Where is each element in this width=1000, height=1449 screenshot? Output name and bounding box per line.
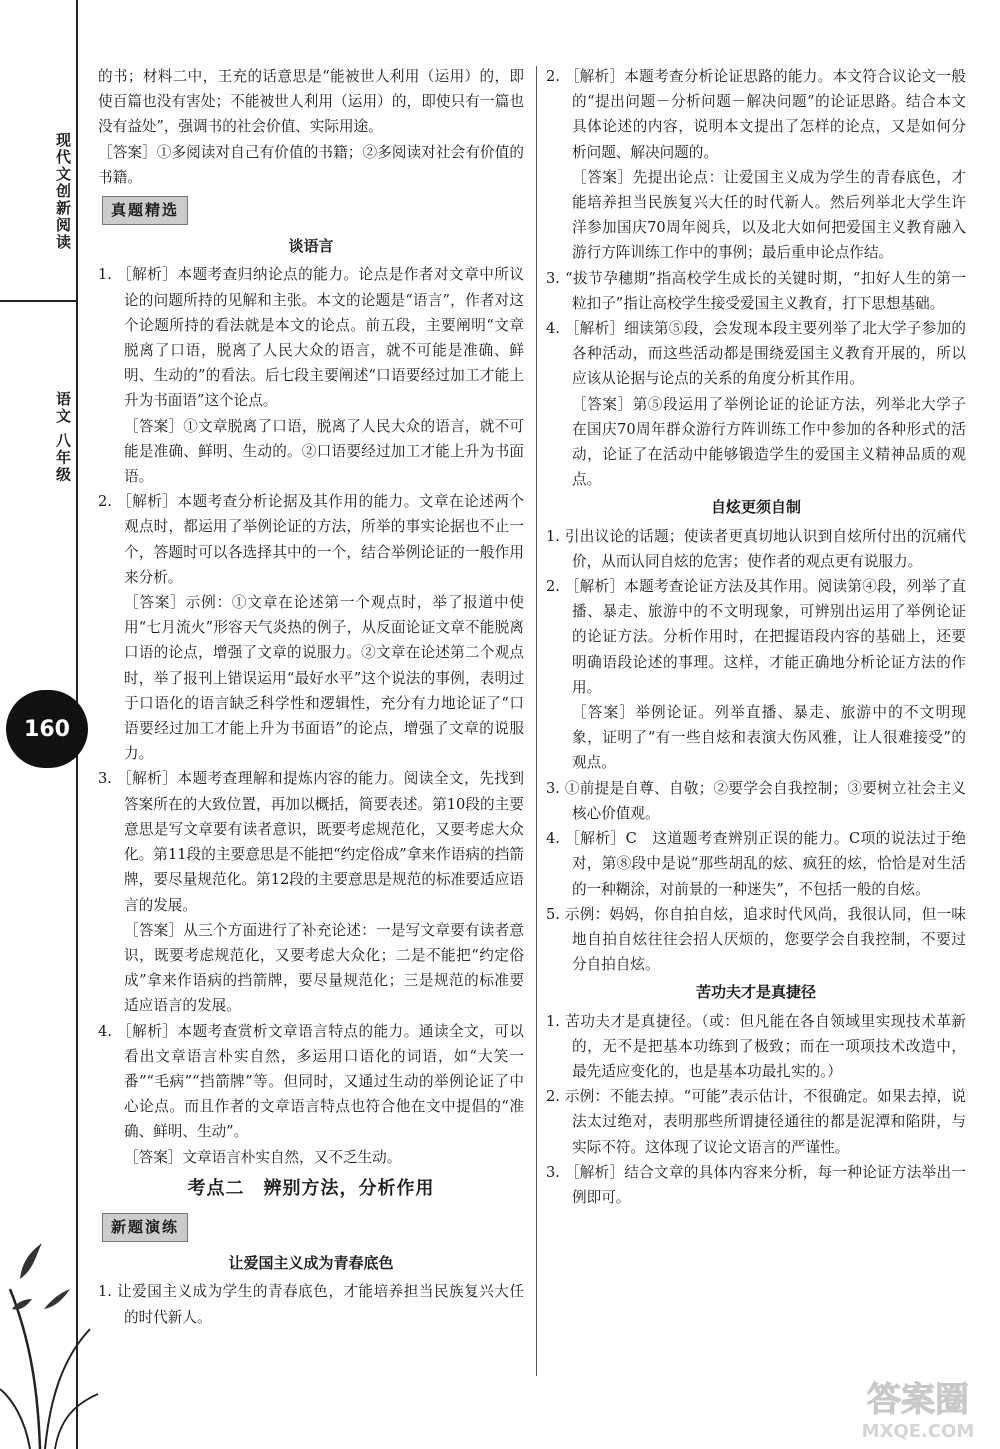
list-item: ［答案］示例：①文章在论述第一个观点时，举了报道中使用“七月流火”形容天气炎热的例子，从反面论证文章不能脱离口语的论点，增强了文章的说服力。②文章在论述第二个观点时，举了报刊上错误运用“最好水平”这个说法的事例，表明过于口语化的语言缺乏科学性和逻辑性，充分有力地论证了“口语要经过加工才能上升为书面语”的论点，增强了文章的说服力。 [124, 594, 524, 763]
list-item: 2. ［解析］本题考查论证方法及其作用。阅读第④段，列举了直播、暴走、旅游中的不文明现象，可辨别出运用了举例论证的论证方法。分析作用时，在把握语段内容的基础上，还要明确语段论述的事理。这样，才能正确地分析论证方法的作用。 [546, 578, 966, 696]
list-item: 2. 示例：不能去掉。“可能”表示估计，不很确定。如果去掉，说法太过绝对，表明那些所谓捷径通往的都是泥潭和陷阱，与实际不符。这体现了议论文语言的严谨性。 [546, 1088, 966, 1156]
series-title: 现代文创新阅读 [54, 131, 72, 251]
left-column [98, 64, 524, 1330]
watermark-logo [844, 1373, 992, 1443]
section-tag-zhenti: 真题精选 [102, 196, 188, 225]
list-item: 3. ［解析］结合文章的具体内容来分析，每一种论证方法举出一例即可。 [546, 1163, 966, 1206]
list-item: 2. ［解析］本题考查分析论证思路的能力。本文符合议论文一般的“提出问题－分析问题－解决问题”的论证思路。结合本文具体论述的内容，说明本文提出了怎样的论点，又是如何分析问题、解决问题的。 [546, 68, 966, 161]
intro-answer: ［答案］①多阅读对自己有价值的书籍；②多阅读对社会有价值的书籍。 [98, 143, 524, 186]
exam-point-heading: 考点二 辨别方法，分析作用 [187, 1177, 435, 1199]
list-item: 3. ［解析］本题考查理解和提炼内容的能力。阅读全文，先找到答案所在的大致位置，再加以概括，简要表述。第10段的主要意思是写文章要有读者意识，既要考虑规范化，又要考虑大众化。第11段的主要意思是不能把“约定俗成”拿来作语病的挡箭牌，要尽量规范化。第12段的主要意思是规范的标准要适应语言的发展。 [98, 770, 524, 914]
subject-label: 语文 八年级 [54, 390, 72, 484]
section-tag-xinti: 新题演练 [102, 1213, 188, 1242]
watermark-text: 答案圈 [867, 1380, 969, 1420]
list-item: 3. ①前提是自尊、自敬；②要学会自我控制；③要树立社会主义核心价值观。 [546, 779, 966, 822]
list-item: 1. 让爱国主义成为学生的青春底色，才能培养担当民族复兴大任的时代新人。 [98, 1283, 524, 1326]
article-title: 让爱国主义成为青春底色 [228, 1254, 394, 1273]
list-item: ［答案］①文章脱离了口语，脱离了人民大众的语言，就不可能是准确、鲜明、生动的。②口语要经过加工才能上升为书面语。 [124, 417, 524, 486]
list-item: ［答案］先提出论点：让爱国主义成为学生的青春底色，才能培养担当民族复兴大任的时代新人。然后列举北大学生许洋参加国庆70周年阅兵，以及北大如何把爱国主义教育融入游行方阵训练工作中的事例；最后重申论点作结。 [572, 168, 966, 262]
watermark-url: MXQE.COM [861, 1421, 975, 1442]
list-item: ［答案］举例论证。列举直播、暴走、旅游中的不文明现象，证明了“有一些自炫和表演大伤风雅，让人很难接受”的观点。 [572, 704, 966, 772]
article-title: 苦功夫才是真捷径 [695, 983, 816, 1002]
article-title: 谈语言 [288, 237, 334, 256]
right-column [546, 64, 966, 1210]
list-item: 4. ［解析］细读第⑤段，会发现本段主要列举了北大学子参加的各种活动，而这些活动都是围绕爱国主义教育开展的，所以应该从论据与论点的关系的角度分析其作用。 [546, 320, 966, 388]
page-number: 160 [6, 690, 88, 768]
orchid-decoration-icon [0, 1189, 100, 1449]
sidebar-divider [0, 300, 77, 302]
list-item: 3. “拔节孕穗期”指高校学生成长的关键时期，“扣好人生的第一粒扣子”指让高校学生接受爱国主义教育，打下思想基础。 [546, 269, 966, 312]
column-divider [536, 66, 537, 1376]
list-item: ［答案］从三个方面进行了补充论述：一是写文章要有读者意识，既要考虑规范化，又要考虑大众化；二是不能把“约定俗成”拿来作语病的挡箭牌，要尽量规范化；三是规范的标准要适应语言的发展。 [124, 921, 524, 1015]
intro-paragraph: 的书；材料二中，王充的话意思是“能被世人利用（运用）的，即使百篇也没有害处；不能被世人利用（运用）的，即使只有一篇也没有益处”，强调书的社会价值、实际用途。 [98, 68, 524, 136]
article-title: 自炫更须自制 [710, 498, 801, 517]
list-item: ［答案］第⑤段运用了举例论证的论证方法，列举北大学子在国庆70周年群众游行方阵训练工作中参加的各种形式的活动，论证了在活动中能够锻造学生的爱国主义精神品质的观点。 [572, 395, 966, 489]
list-item: 5. 示例：妈妈，你自拍自炫，追求时代风尚，我很认同，但一味地自拍自炫往往会招人厌烦的，您要学会自我控制，不要过分自拍自炫。 [546, 905, 966, 974]
list-item: ［答案］文章语言朴实自然，又不乏生动。 [124, 1148, 402, 1166]
list-item: 2. ［解析］本题考查分析论据及其作用的能力。文章在论述两个观点时，都运用了举例论证的方法，所举的事实论据也不止一个，答题时可以各选择其中的一个，结合举例论证的一般作用来分析。 [98, 493, 524, 586]
list-item: 4. ［解析］本题考查赏析文章语言特点的能力。通读全文，可以看出文章语言朴实自然，多运用口语化的词语，如“大笑一番”“毛病”“挡箭牌”等。但同时，又通过生动的举例论证了中心论点。而且作者的文章语言特点也符合他在文中提倡的“准确、鲜明、生动”。 [98, 1022, 524, 1141]
list-item: 1. 引出议论的话题；使读者更真切地认识到自炫所付出的沉痛代价，从而认同自炫的危害；使作者的观点更有说服力。 [546, 527, 966, 570]
list-item: 1. ［解析］本题考查归纳论点的能力。论点是作者对文章中所议论的问题所持的见解和主张。本文的论题是“语言”，作者对这个论题所持的看法就是本文的论点。前五段，主要阐明“文章脱离了口语，脱离了人民大众的语言，就不可能是准确、鲜明、生动的”的看法。后七段主要阐述“口语要经过加工才能上升为书面语”这个论点。 [98, 266, 524, 410]
list-item: 4. ［解析］C 这道题考查辨别正误的能力。C项的说法过于绝对，第⑧段中是说“那些胡乱的炫、疯狂的炫，恰恰是对生活的一种糊涂，对前景的一种迷失”，不包括一般的自炫。 [546, 830, 966, 898]
list-item: 1. 苦功夫才是真捷径。（或：但凡能在各自领域里实现技术革新的，无不是把基本功练到了极致；而在一项项技术改造中，最先适应变化的，也是基本功最扎实的。） [546, 1012, 966, 1080]
